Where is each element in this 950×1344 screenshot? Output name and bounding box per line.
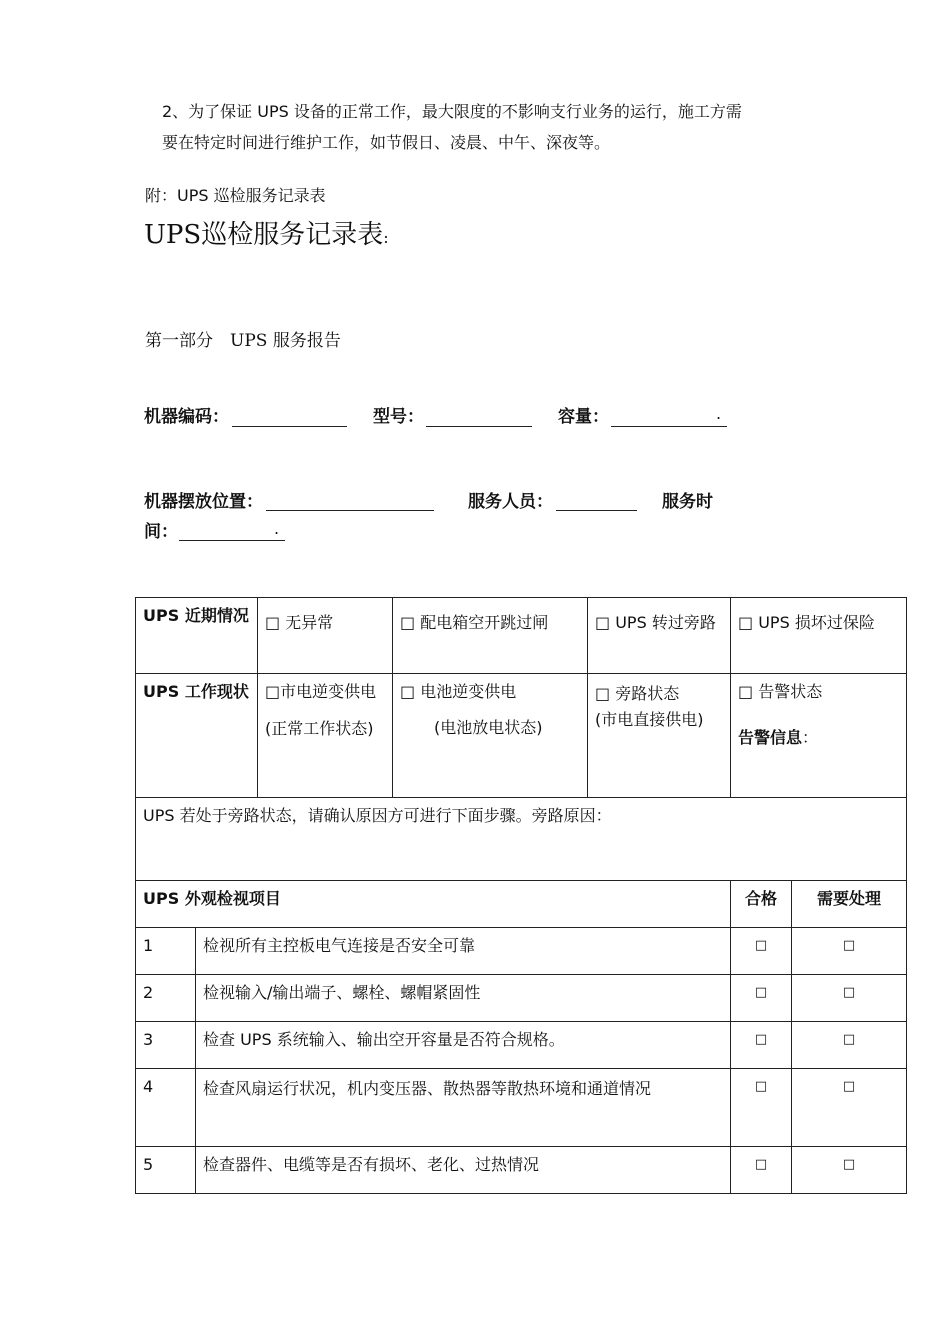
machine-code-label: 机器编码：	[144, 407, 229, 427]
location-field[interactable]	[266, 492, 434, 511]
inspection-header-item: UPS 外观检视项目	[136, 881, 731, 928]
current-option-bypass[interactable]	[588, 674, 731, 798]
bypass-state-note: (市电直接供电)	[595, 710, 704, 729]
intro-line-2: 要在特定时间进行维护工作，如节假日、凌晨、中午、深夜等。	[162, 133, 611, 152]
table-row	[136, 1147, 907, 1194]
service-time-label-1: 服务时	[662, 492, 713, 512]
document-title	[144, 214, 389, 251]
machine-code-field[interactable]	[232, 408, 347, 427]
pass-checkbox[interactable]: □	[731, 1147, 792, 1194]
action-checkbox[interactable]: □	[792, 1022, 907, 1069]
inspection-header-row	[136, 881, 907, 928]
alarm-info	[738, 725, 899, 751]
pass-checkbox[interactable]: □	[731, 1069, 792, 1147]
appendix-note: 附：UPS 巡检服务记录表	[145, 186, 326, 205]
service-time-end-mark: .	[274, 519, 280, 538]
table-row	[136, 1022, 907, 1069]
recent-status-label: UPS 近期情况	[136, 598, 258, 674]
ups-inspection-table	[135, 597, 907, 1194]
row-number: 2	[136, 975, 196, 1022]
document-title-text: UPS巡检服务记录表	[144, 220, 384, 250]
pass-checkbox[interactable]: □	[731, 1022, 792, 1069]
staff-field[interactable]	[556, 492, 637, 511]
row-item-text: 检视输入/输出端子、螺栓、螺帽紧固性	[196, 975, 731, 1022]
capacity-end-mark: .	[716, 404, 722, 423]
current-status-label: UPS 工作现状	[136, 674, 258, 798]
action-checkbox[interactable]: □	[792, 928, 907, 975]
row-item-text: 检视所有主控板电气连接是否安全可靠	[196, 928, 731, 975]
recent-option-bypass[interactable]: □ UPS 转过旁路	[588, 598, 731, 674]
recent-option-no-abnormal[interactable]: □ 无异常	[258, 598, 393, 674]
row-item-text: 检查器件、电缆等是否有损坏、老化、过热情况	[196, 1147, 731, 1194]
action-checkbox[interactable]: □	[792, 975, 907, 1022]
location-label: 机器摆放位置：	[144, 492, 263, 512]
row-number: 3	[136, 1022, 196, 1069]
action-checkbox[interactable]: □	[792, 1147, 907, 1194]
bypass-state-label: □ 旁路状态	[595, 684, 680, 703]
service-time-label-2: 间：	[144, 522, 178, 542]
service-time-field[interactable]	[179, 522, 285, 541]
current-option-alarm[interactable]	[731, 674, 907, 798]
model-label: 型号：	[373, 407, 424, 427]
alarm-state-label: □ 告警状态	[738, 682, 823, 701]
recent-status-row	[136, 598, 907, 674]
capacity-label: 容量：	[558, 407, 609, 427]
table-row	[136, 928, 907, 975]
row-item-text: 检查风扇运行状况，机内变压器、散热器等散热环境和通道情况	[196, 1069, 731, 1147]
row-number: 1	[136, 928, 196, 975]
pass-checkbox[interactable]: □	[731, 928, 792, 975]
action-checkbox[interactable]: □	[792, 1069, 907, 1147]
table-row	[136, 975, 907, 1022]
bypass-note[interactable]: UPS 若处于旁路状态，请确认原因方可进行下面步骤。旁路原因：	[136, 798, 907, 881]
document-title-mark: :	[383, 228, 389, 247]
bypass-note-row	[136, 798, 907, 881]
mains-inverter-note: (正常工作状态)	[265, 719, 374, 738]
pass-checkbox[interactable]: □	[731, 975, 792, 1022]
model-field[interactable]	[426, 408, 532, 427]
inspection-header-action: 需要处理	[792, 881, 907, 928]
battery-inverter-label: □ 电池逆变供电	[400, 682, 517, 701]
alarm-info-label: 告警信息	[738, 728, 803, 747]
inspection-header-pass: 合格	[731, 881, 792, 928]
current-option-mains-inverter[interactable]	[258, 674, 393, 798]
battery-inverter-note: (电池放电状态)	[434, 718, 543, 737]
intro-line-1: 2、为了保证 UPS 设备的正常工作，最大限度的不影响支行业务的运行，施工方需	[162, 102, 742, 121]
current-option-battery-inverter[interactable]	[393, 674, 588, 798]
table-row	[136, 1069, 907, 1147]
row-item-text: 检查 UPS 系统输入、输出空开容量是否符合规格。	[196, 1022, 731, 1069]
recent-option-breaker-tripped[interactable]: □ 配电箱空开跳过闸	[393, 598, 588, 674]
recent-option-fuse-damaged[interactable]: □ UPS 损坏过保险	[731, 598, 907, 674]
staff-label: 服务人员：	[468, 492, 553, 512]
current-status-row	[136, 674, 907, 798]
alarm-info-colon: ：	[802, 728, 819, 747]
row-number: 5	[136, 1147, 196, 1194]
section-title: 第一部分 UPS 服务报告	[145, 331, 341, 351]
row-number: 4	[136, 1069, 196, 1147]
capacity-field[interactable]	[611, 408, 727, 427]
mains-inverter-label: □市电逆变供电	[265, 682, 377, 701]
